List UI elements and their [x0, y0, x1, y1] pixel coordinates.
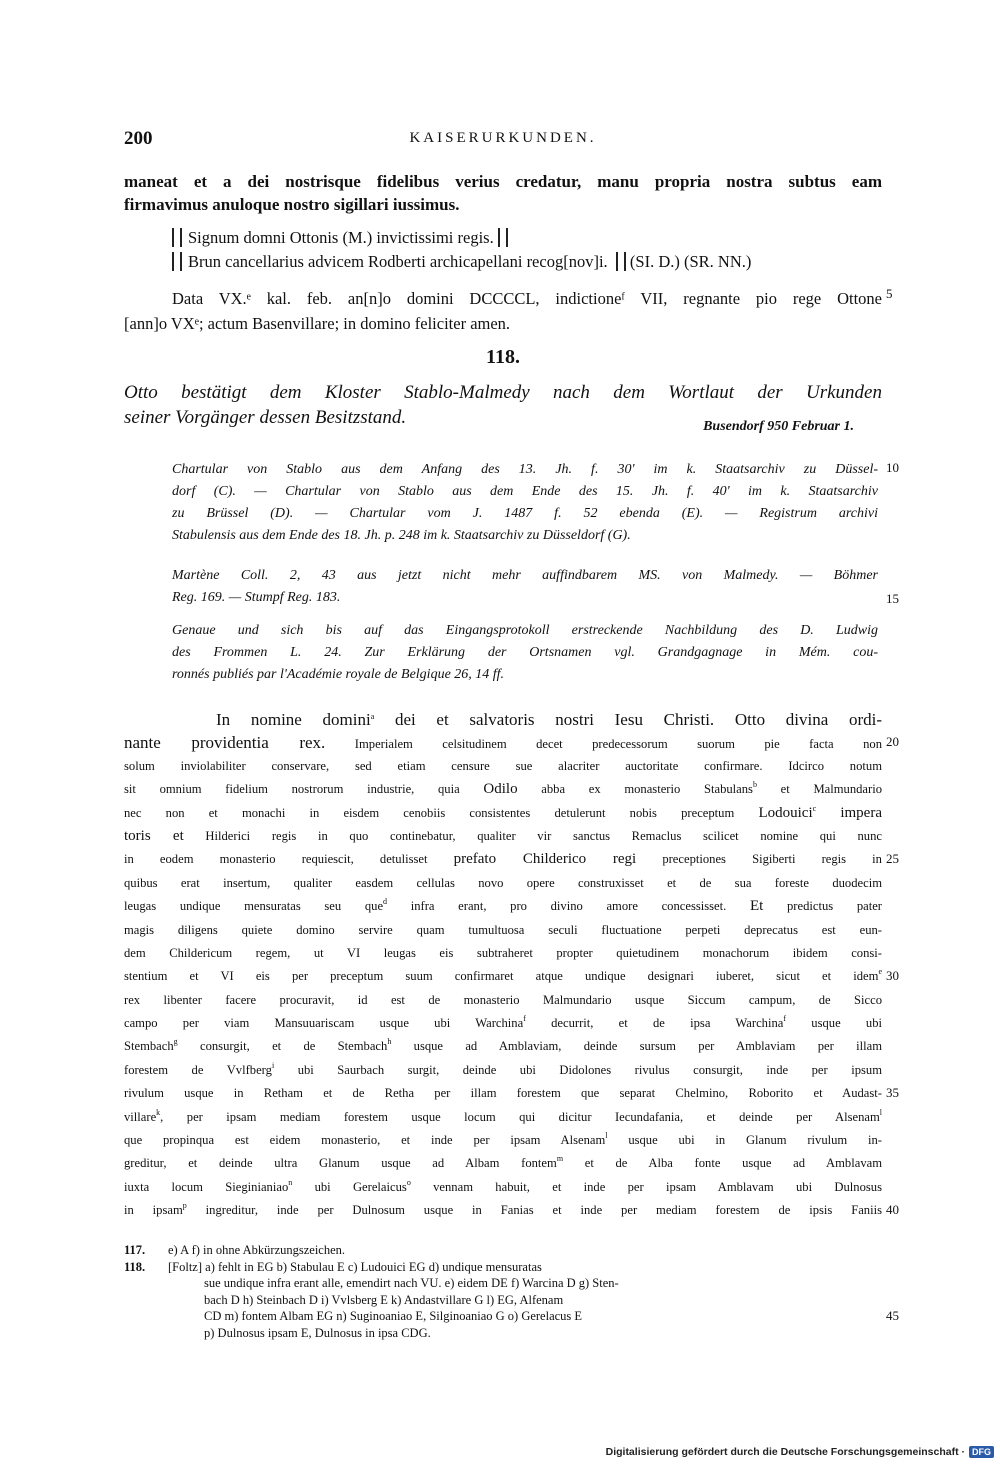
text-line: rex libenter facere procuravit, id est de monasterio Malmundario usque Siccum campum, de Sicco	[124, 992, 882, 1007]
footnote-line: sue undique infra erant alle, emendirt nach VU. e) eidem DE f) Warcina D g) Sten-	[204, 1276, 619, 1290]
intro-line: firmavimus anuloque nostro sigillari iussimus.	[124, 195, 460, 214]
page-header	[124, 128, 882, 152]
text-line: in ipsam$^p$ ingreditur, inde per Dulnosum usque in Fanias et inde per mediam forestem de ipsis Faniis	[124, 1201, 882, 1218]
text-line: rivulum usque in Retham et de Retha per illam forestem que separat Chelmino, Roborito et Audast-	[124, 1086, 882, 1101]
text-line: villare$^k$, per ipsam mediam forestem usque locum qui dicitur Iecundafania, et deinde per Alsenam$^l$	[124, 1107, 882, 1124]
intro-paragraph	[124, 170, 882, 216]
line-number-margin: 15	[886, 591, 899, 606]
signum-mark-icon	[616, 252, 626, 271]
dating-line: [ann]o VXᵉ; actum Basenvillare; in domino feliciter amen.	[124, 314, 511, 333]
text-line: iuxta locum Sieginianiao$^n$ ubi Gerelaicus$^o$ vennam habuit, et inde per ipsam Amblavam ubi Dulnosus	[124, 1177, 882, 1194]
text-line: que propinqua est eidem monasterio, et inde per ipsam Alsenam$^l$ usque ubi in Glanum rivulum in-	[124, 1131, 882, 1148]
source-line: Genaue und sich bis auf das Eingangsprotokoll erstreckende Nachbildung des D. Ludwig	[172, 623, 878, 638]
text-line: sit omnium fidelium nostrorum industrie, quia Odilo abba ex monasterio Stabulans$^b$ et Malmundario	[124, 780, 883, 798]
line-number-margin: 35	[886, 1085, 899, 1100]
text-line: stentium et VI eis per preceptum suum confirmaret atque undique designari iuberet, sicut et idem$^e$	[124, 967, 882, 984]
place-date: Busendorf 950 Februar 1.	[703, 419, 854, 434]
text-line: greditur, et deinde ultra Glanum usque ad Albam fontem$^m$ et de Alba fonte usque ad Amblavam	[124, 1154, 882, 1171]
source-line: Martène Coll. 2, 43 aus jetzt nicht mehr auffindbarem MS. von Malmedy. — Böhmer	[172, 568, 878, 583]
regest-line: Otto bestätigt dem Kloster Stablo-Malmedy nach dem Wortlaut der Urkunden	[124, 382, 882, 403]
signum-mark-icon	[172, 228, 182, 247]
footnote-line: bach D h) Steinbach D i) Vvlsberg E k) Andastvillare G l) EG, Alfenam	[204, 1292, 564, 1307]
footnote-line: p) Dulnosus ipsam E, Dulnosus in ipsa CDG.	[204, 1325, 431, 1340]
dating-clause	[124, 286, 882, 336]
line-number-margin: 10	[886, 460, 899, 475]
source-line: ronnés publiés par l'Académie royale de Belgique 26, 14 ff.	[172, 667, 505, 682]
text-line: toris et Hilderici regis in quo continebatur, qualiter vir sanctus Remaclus scilicet nomine qui nunc	[124, 827, 882, 844]
regest-line: seiner Vorgänger dessen Besitzstand.	[124, 407, 407, 428]
text-line: Stembach$^g$ consurgit, et de Stembach$^h$ usque ad Amblaviam, deinde sursum per Amblaviam per illam	[124, 1037, 882, 1054]
dfg-logo: DFG	[969, 1446, 994, 1458]
sources-prints	[172, 565, 878, 609]
text-line: forestem de Vvlfberg$^i$ ubi Saurbach surgit, deinde ubi Didolones rivulus consurgit, inde per ipsum	[124, 1060, 882, 1077]
text-line: magis diligens quiete domino servire quam tumultuosa seculi fluctuatione perpeti deprecatus est eun-	[124, 922, 882, 937]
line-number-margin: 30	[886, 968, 899, 983]
line-number-margin: 45	[886, 1308, 899, 1323]
regest-heading	[124, 380, 882, 434]
recognition-text: Brun cancellarius advicem Rodberti archicapellani recog[nov]i.	[188, 252, 608, 271]
document-number: 118.	[486, 346, 520, 368]
sources-remarks	[172, 620, 878, 686]
footnote-117: 117. e) A f) in ohne Abkürzungszeichen.	[124, 1243, 346, 1257]
text-line: quibus erat insertum, qualiter easdem cellulas novo opere construxisset et de sua foreste duodecim	[124, 875, 882, 890]
text-line: nante providentia rex. Imperialem celsitudinem decet predecessorum suorum pie facta non	[124, 733, 882, 753]
page-number: 200	[124, 128, 153, 149]
signum-block	[124, 226, 882, 274]
footnotes	[124, 1242, 882, 1341]
seal-notes: (SI. D.) (SR. NN.)	[629, 252, 752, 271]
text-line: campo per viam Mansuuariscam usque ubi Warchina$^f$ decurrit, et de ipsa Warchina$^f$ usque ubi	[124, 1014, 883, 1031]
source-line: dorf (C). — Chartular von Stablo aus dem Ende des 15. Jh. f. 40' im k. Staatsarchiv	[172, 484, 878, 499]
footnote-118: 118. [Foltz] a) fehlt in EG b) Stabulau E c) Ludouici EG d) undique mensuratas	[124, 1259, 542, 1274]
source-line: Reg. 169. — Stumpf Reg. 183.	[172, 590, 341, 605]
text-line: solum inviolabiliter conservare, sed etiam censure sue alacriter auctoritate confirmare. Idcirco notum	[124, 758, 882, 773]
line-number-margin: 5	[886, 286, 893, 301]
signum-mark-icon	[172, 252, 182, 271]
footnote-line: CD m) fontem Albam EG n) Suginoaniao E, Silginoaniao G o) Gerelacus E	[204, 1309, 583, 1323]
running-head: KAISERURKUNDEN.	[409, 130, 597, 146]
text-line: dem Childericum regem, ut VI leugas eis subtraheret propter quietudinem monachorum ibidem consi-	[124, 945, 882, 960]
signum-mark-icon	[498, 228, 508, 247]
source-line: Chartular von Stablo aus dem Anfang des 13. Jh. f. 30' im k. Staatsarchiv zu Düssel-	[172, 462, 878, 477]
recognition-line	[124, 250, 882, 274]
text-line: leugas undique mensuratas seu que$^d$ infra erant, pro divino amore concessisset. Et predictus pater	[124, 897, 882, 915]
text-line: nec non et monachi in eisdem cenobiis consistentes detulerunt nobis preceptum Lodouici$^c$ impera	[124, 803, 882, 821]
sources-manuscripts	[172, 459, 878, 547]
digitization-credit	[606, 1446, 994, 1458]
signum-line	[124, 226, 882, 250]
line-number-margin: 20	[886, 734, 899, 749]
line-number-margin: 25	[886, 851, 899, 866]
line-number-margin: 40	[886, 1202, 899, 1217]
source-line: zu Brüssel (D). — Chartular vom J. 1487 f. 52 ebenda (E). — Registrum archivi	[172, 506, 878, 521]
text-line: in eodem monasterio requiescit, detulisset prefato Childerico regi preceptiones Sigiberti regis in	[124, 851, 882, 868]
signum-text: Signum domni Ottonis (M.) invictissimi regis.	[188, 228, 494, 247]
source-line: des Frommen L. 24. Zur Erklärung der Ortsnamen vgl. Grandgagnage in Mém. cou-	[172, 645, 878, 660]
dating-line: Data VX.ᵉ kal. feb. an[n]o domini DCCCCL, indictioneᶠ VII, regnante pio rege Ottone	[172, 289, 882, 308]
source-line: Stabulensis aus dem Ende des 18. Jh. p. 248 im k. Staatsarchiv zu Düsseldorf (G).	[172, 528, 631, 543]
text-line: In nomine domini$^a$ dei et salvatoris nostri Iesu Christi. Otto divina ordi-	[216, 710, 883, 729]
charter-text	[124, 708, 882, 1223]
intro-line: maneat et a dei nostrisque fidelibus verius credatur, manu propria nostra subtus eam	[124, 172, 882, 191]
credit-text: Digitalisierung gefördert durch die Deutsche Forschungsgemeinschaft ·	[605, 1446, 965, 1458]
